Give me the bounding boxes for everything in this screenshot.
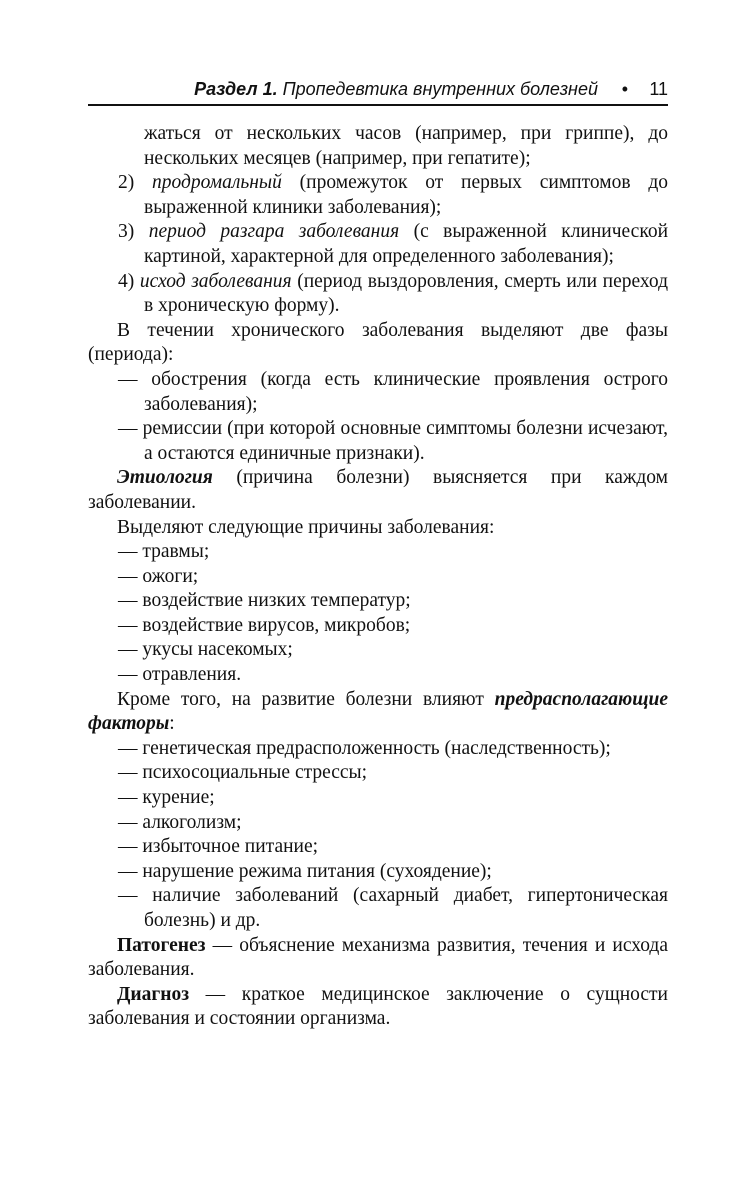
paragraph-etiology: [88, 466, 668, 515]
dash-item: — алкоголизм;: [118, 811, 242, 833]
term-diagnosis: Диагноз: [117, 983, 190, 1005]
list-text: (промежуток от первых симптомов до выраженной клиники заболевания);: [144, 172, 669, 218]
diagnosis-text: — краткое медицинское заключение о сущности заболевания и состоянии организма.: [88, 983, 668, 1030]
list-item: [88, 220, 668, 269]
list-number: 2): [118, 172, 135, 194]
dash-item: — травмы;: [118, 541, 210, 563]
paragraph-diagnosis: [88, 983, 668, 1032]
dash-item: — избыточное питание;: [118, 836, 319, 858]
list-term: период разгара заболевания: [148, 221, 400, 243]
dash-item: — нарушение режима питания (сухоядение);: [118, 860, 492, 882]
term-pathogenesis: Патогенез: [117, 934, 206, 956]
list-term: продромальный: [152, 172, 282, 194]
etiology-text: (причина болезни) выясняется при каждом заболевании.: [88, 467, 668, 513]
dash-item: — психосоциальные стрессы;: [118, 762, 368, 784]
list-item: [88, 270, 668, 319]
header-bullet: •: [621, 79, 628, 99]
factors-intro: Кроме того, на развитие болезни влияют: [117, 688, 495, 710]
list-item: [88, 171, 668, 220]
term-factors: предрасполагающие факторы: [88, 688, 668, 735]
dash-item: — наличие заболеваний (сахарный диабет, гипертоническая болезнь) и др.: [118, 885, 668, 931]
header-title: [194, 76, 598, 102]
factors-colon: :: [169, 713, 175, 735]
dash-item: — воздействие низких температур;: [118, 590, 411, 612]
dash-item: — курение;: [118, 787, 215, 809]
page-number: 11: [649, 79, 668, 99]
dash-item: — ожоги;: [118, 565, 199, 587]
list-number: 4): [118, 270, 135, 292]
list-number: 3): [118, 221, 135, 243]
running-header: [88, 76, 668, 106]
dash-item: — воздействие вирусов, микробов;: [118, 614, 411, 636]
dash-item: — отравления.: [118, 664, 242, 686]
pathogenesis-text: — объяснение механизма развития, течения и исхода заболевания.: [88, 934, 668, 981]
continued-text: жаться от нескольких часов (например, при гриппе), до нескольких месяцев (например, при гепатите);: [144, 123, 668, 169]
list-term: исход заболевания: [139, 270, 292, 292]
section-title: Пропедевтика внутренних болезней: [282, 79, 598, 99]
paragraph-chronic: В течении хронического заболевания выделяют две фазы (периода):: [88, 319, 668, 366]
list-text: (с выраженной клинической картиной, характерной для определенного заболевания);: [144, 221, 669, 267]
section-label: Раздел 1.: [194, 79, 278, 99]
dash-item: — ремиссии (при которой основные симптомы болезни исчезают, а остаются единичные признаки).: [118, 418, 668, 464]
dash-item: — генетическая предрасположенность (наследственность);: [118, 737, 611, 759]
paragraph-factors: [88, 688, 668, 737]
dash-item: — обострения (когда есть клинические проявления острого заболевания);: [118, 368, 668, 415]
list-text: (период выздоровления, смерть или переход в хроническую форму).: [144, 270, 669, 317]
dash-item: — укусы насекомых;: [118, 639, 293, 661]
paragraph-causes: Выделяют следующие причины заболевания:: [117, 516, 495, 538]
term-etiology: Этиология: [117, 467, 213, 489]
paragraph-pathogenesis: [88, 934, 668, 983]
page-body: [88, 122, 668, 1032]
